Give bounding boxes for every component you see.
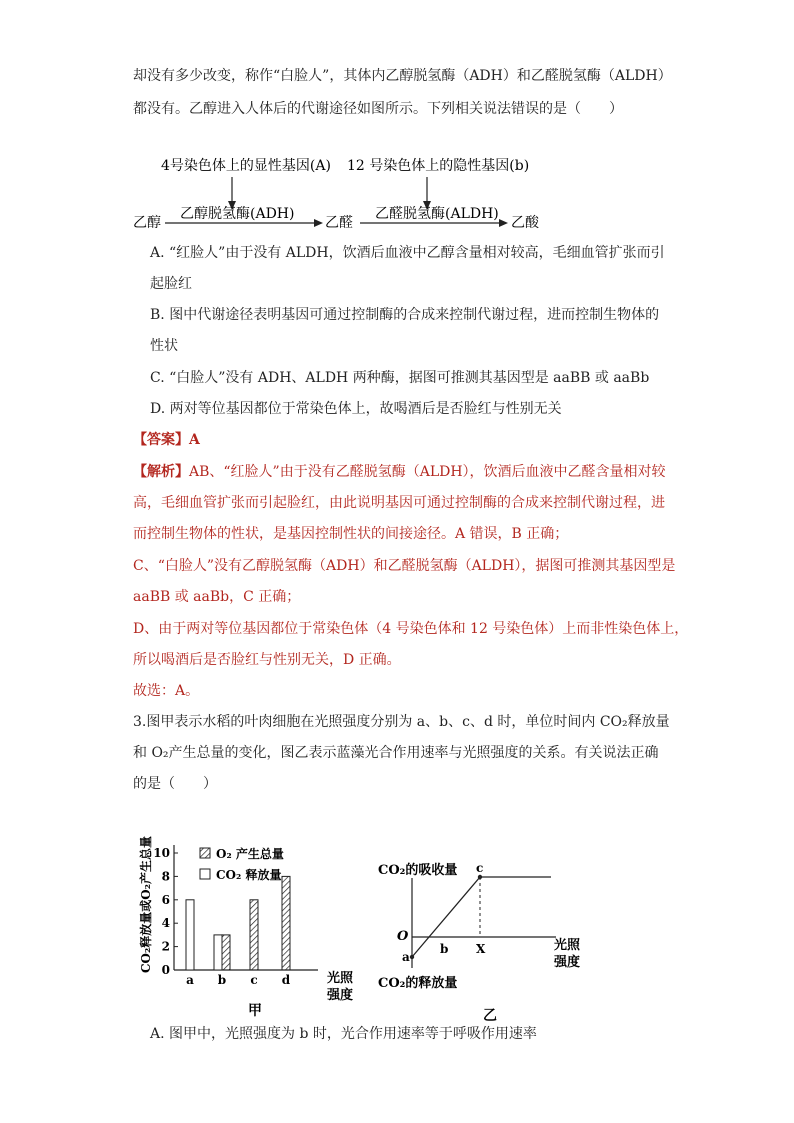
jia-category-label: d xyxy=(281,973,291,987)
jia-category-label: b xyxy=(217,973,227,987)
acetaldehyde-label: 乙醛 xyxy=(325,215,353,231)
option-b-line-1: B. 图中代谢途径表明基因可通过控制酶的合成来控制代谢过程，进而控制生物体的 xyxy=(150,307,660,323)
jia-title: 甲 xyxy=(248,1003,262,1019)
analysis-line-4: C、“白脸人”没有乙醇脱氢酶（ADH）和乙醛脱氢酶（ALDH），据图可推测其基因型是 xyxy=(133,558,676,574)
bar-co2-release-b xyxy=(214,935,222,970)
yi-title: 乙 xyxy=(483,1008,497,1024)
intro-line-2: 都没有。乙醇进入人体后的代谢途径如图所示。下列相关说法错误的是（ ） xyxy=(133,101,623,117)
yi-y-label-top: CO₂的吸收量 xyxy=(378,863,458,878)
q3-option-a: A. 图甲中，光照强度为 b 时，光合作用速率等于呼吸作用速率 xyxy=(150,1026,537,1042)
yi-label-b: b xyxy=(440,942,449,956)
legend-o2-label: O₂ 产生总量 xyxy=(216,847,284,861)
adh-label: 乙醇脱氢酶(ADH) xyxy=(180,206,295,222)
analysis-line-5: aaBB 或 aaBb，C 正确； xyxy=(133,589,301,605)
q3-line-3: 的是（ ） xyxy=(133,776,217,792)
yi-x-label-1: 光照 xyxy=(554,938,581,953)
intro-line-1: 却没有多少改变，称作“白脸人”，其体内乙醇脱氢酶（ADH）和乙醛脱氢酶（ALDH） xyxy=(133,68,672,84)
choice-line: 故选：A。 xyxy=(133,683,200,699)
yi-point-c xyxy=(478,875,482,879)
q3-line-2: 和 O₂产生总量的变化，图乙表示蓝藻光合作用速率与光照强度的关系。有关说法正确 xyxy=(133,745,659,761)
analysis-line-2: 高，毛细血管扩张而引起脸红，由此说明基因可通过控制酶的合成来控制代谢过程，进 xyxy=(133,495,665,511)
figure-yi-line-graph xyxy=(370,840,610,1030)
aldh-reaction-arrowhead xyxy=(499,219,508,227)
analysis-line-1 xyxy=(133,462,666,482)
legend-o2-swatch xyxy=(200,848,210,858)
option-b-line-2: 性状 xyxy=(150,338,178,354)
aldh-label: 乙醛脱氢酶(ALDH) xyxy=(375,206,499,222)
answer-line: 【答案】A xyxy=(133,432,200,448)
option-a-line-1: A. “红脸人”由于没有 ALDH，饮酒后血液中乙醇含量相对较高，毛细血管扩张而引 xyxy=(150,245,665,261)
adh-reaction-arrowhead xyxy=(314,219,323,227)
gene-a-label: 4号染色体上的显性基因(A) xyxy=(161,158,331,174)
gene-b-label: 12 号染色体上的隐性基因(b) xyxy=(347,158,530,174)
jia-y-tick-label: 4 xyxy=(161,916,170,931)
jia-x-label-2: 强度 xyxy=(327,988,354,1003)
yi-point-a xyxy=(410,955,414,959)
yi-y-label-bottom: CO₂的释放量 xyxy=(378,976,458,991)
metabolic-pathway-diagram xyxy=(125,150,685,240)
analysis-line-7: 所以喝酒后是否脸红与性别无关，D 正确。 xyxy=(133,652,401,668)
figure-jia-bar-chart xyxy=(130,825,380,1025)
option-c: C. “白脸人”没有 ADH、ALDH 两种酶，据图可推测其基因型是 aaBB 或 aaBb xyxy=(150,370,650,386)
bar-o2-total-b xyxy=(222,935,230,970)
analysis-line-6: D、由于两对等位基因都位于常染色体（4 号染色体和 12 号染色体）上而非性染色体上， xyxy=(133,621,689,637)
option-d: D. 两对等位基因都位于常染色体上，故喝酒后是否脸红与性别无关 xyxy=(150,401,562,417)
analysis-label: 【解析】 xyxy=(133,464,189,480)
jia-category-label: c xyxy=(250,973,258,987)
jia-y-tick-label: 8 xyxy=(161,869,170,884)
ethanol-label: 乙醇 xyxy=(133,215,161,231)
yi-label-a: a xyxy=(402,950,410,964)
bar-o2-total-d xyxy=(282,876,290,970)
jia-y-axis-label: CO₂释放量或O₂产生总量 xyxy=(139,836,153,973)
legend-co2-label: CO₂ 释放量 xyxy=(216,868,282,882)
bar-co2-release-a xyxy=(186,900,194,970)
q3-line-1: 3.图甲表示水稻的叶肉细胞在光照强度分别为 a、b、c、d 时，单位时间内 CO₂释放量 xyxy=(133,714,670,730)
analysis-text-1: AB、“红脸人”由于没有乙醛脱氢酶（ALDH），饮酒后血液中乙醛含量相对较 xyxy=(189,464,666,480)
legend-co2-swatch xyxy=(200,869,210,879)
yi-label-x: X xyxy=(476,942,486,956)
jia-x-label-1: 光照 xyxy=(327,971,354,986)
acetic-acid-label: 乙酸 xyxy=(511,215,539,231)
analysis-line-3: 而控制生物体的性状，是基因控制性状的间接途径。A 错误，B 正确； xyxy=(133,526,569,542)
jia-y-tick-label: 0 xyxy=(161,963,170,977)
jia-category-label: a xyxy=(186,973,194,987)
option-a-line-2: 起脸红 xyxy=(150,276,192,292)
bar-o2-total-c xyxy=(250,900,258,970)
yi-label-c: c xyxy=(476,861,484,875)
yi-origin-label: O xyxy=(397,929,409,944)
jia-y-tick-label: 10 xyxy=(153,846,170,860)
jia-y-tick-label: 6 xyxy=(161,892,170,907)
jia-y-tick-label: 2 xyxy=(161,939,170,954)
yi-x-label-2: 强度 xyxy=(554,955,581,970)
